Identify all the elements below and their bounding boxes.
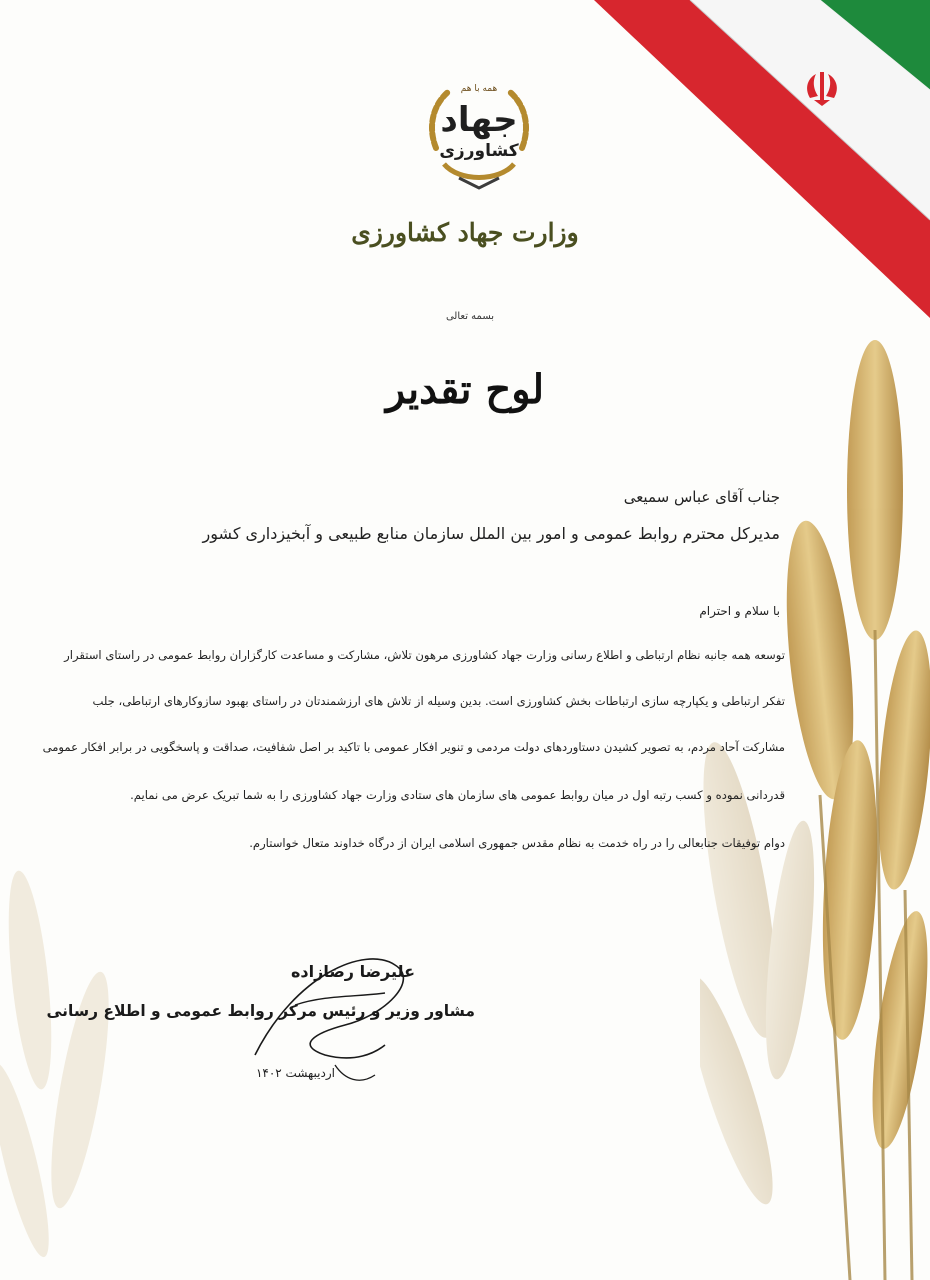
recipient-position: مدیرکل محترم روابط عمومی و امور بین الملل سازمان منابع طبیعی و آبخیزداری کشور <box>202 524 780 543</box>
ministry-name: وزارت جهاد کشاورزی <box>351 218 579 247</box>
signatory-name: علیرضا رضازاده <box>290 962 415 981</box>
signatory-title: مشاور وزیر و رئیس مرکز روابط عمومی و اطلاع رسانی <box>46 1002 475 1020</box>
logo-main-text: جهاد <box>440 100 518 140</box>
basmala: بسمه تعالی <box>445 311 495 322</box>
logo-top-text: همه با هم <box>460 84 498 94</box>
logo-sub-text: کشاورزی <box>439 141 519 161</box>
signature-date: اردیبهشت ۱۴۰۲ <box>255 1066 335 1080</box>
body-line: قدردانی نموده و کسب رتبه اول در میان روابط عمومی های سازمان های ستادی وزارت جهاد کشاورزی را به شما تبریک عرض می نمایم. <box>130 788 785 802</box>
jahad-keshavarzi-logo <box>414 78 544 198</box>
body-line: توسعه همه جانبه نظام ارتباطی و اطلاع رسانی وزارت جهاد کشاورزی مرهون تلاش، مشارکت و مساعدت کارگزاران روابط عمومی در راستای استقرار <box>64 648 785 662</box>
body-line: مشارکت آحاد مردم، به تصویر کشیدن دستاوردهای دولت مردمی و تنویر افکار عمومی با تاکید بر اصل شفافیت، صداقت و پاسخگویی در برابر افکار عمومی <box>42 740 785 754</box>
wheat-decoration-right <box>700 330 930 1280</box>
certificate-title: لوح تقدیر <box>385 366 545 413</box>
body-line: دوام توفیقات جنابعالی را در راه خدمت به نظام مقدس جمهوری اسلامی ایران از درگاه خداوند متعال خواستارم. <box>249 836 785 850</box>
body-line: تفکر ارتباطی و یکپارچه سازی ارتباطات بخش کشاورزی است. بدین وسیله از تلاش های ارزشمندتان در راستای بهبود سازوکارهای ارتباطی، جلب <box>92 694 785 708</box>
greeting: با سلام و احترام <box>699 604 780 618</box>
wheat-decoration-left <box>0 830 230 1280</box>
recipient-name: جناب آقای عباس سمیعی <box>623 488 780 506</box>
